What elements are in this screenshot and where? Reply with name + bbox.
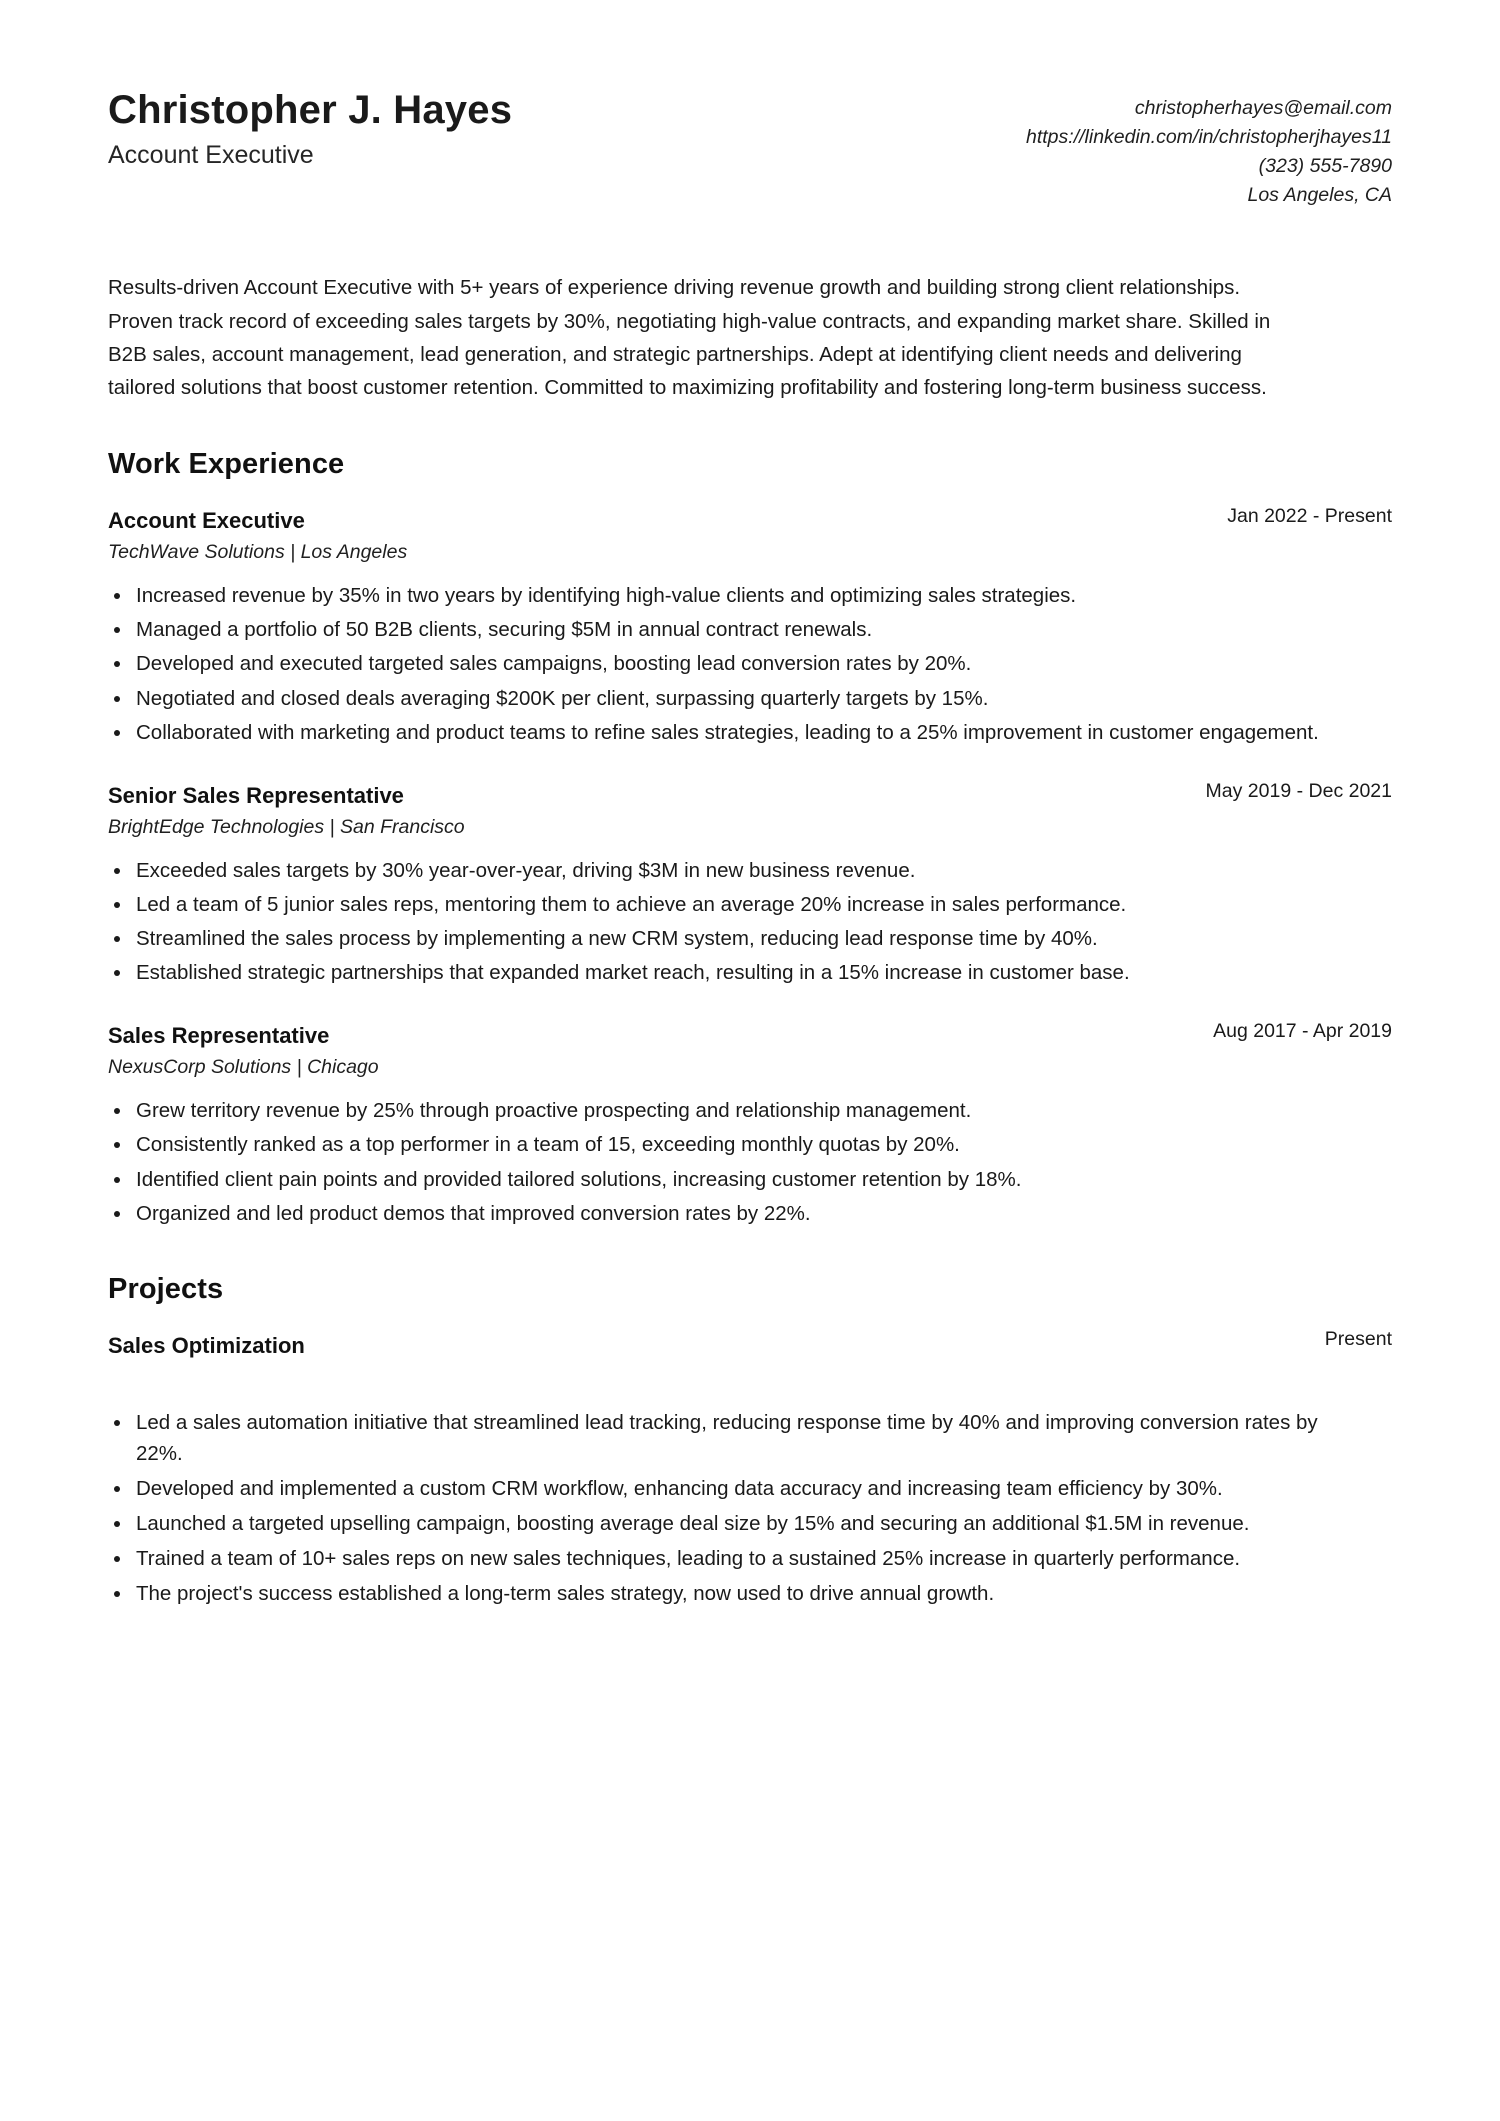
work-entry-head (108, 779, 1392, 811)
work-entry-date: May 2019 - Dec 2021 (1205, 779, 1392, 802)
list-item: Organized and led product demos that improved conversion rates by 22%. (108, 1198, 1326, 1229)
project-entry (108, 1327, 1392, 1610)
project-entry-bullets (108, 1407, 1392, 1610)
list-item: Established strategic partnerships that expanded market reach, resulting in a 15% increase in customer base. (108, 957, 1326, 988)
work-entry-date: Aug 2017 - Apr 2019 (1213, 1020, 1392, 1043)
work-entry-role: Sales Representative (108, 1023, 330, 1049)
work-entry (108, 779, 1392, 989)
contact-phone[interactable]: (323) 555-7890 (1258, 154, 1392, 177)
list-item: Collaborated with marketing and product teams to refine sales strategies, leading to a 25% improvement in customer engagement. (108, 717, 1326, 748)
list-item: Developed and executed targeted sales campaigns, boosting lead conversion rates by 20%. (108, 648, 1326, 679)
section-projects (108, 1273, 1392, 1610)
work-entry-head (108, 507, 1392, 536)
work-entry-head (108, 1022, 1392, 1051)
project-entry-date: Present (1324, 1327, 1392, 1350)
list-item: Led a team of 5 junior sales reps, mentoring them to achieve an average 20% increase in sales performance. (108, 889, 1326, 920)
project-entry-title: Sales Optimization (108, 1332, 305, 1358)
work-entry (108, 507, 1392, 748)
work-entry-bullets (108, 580, 1392, 748)
header-job-title: Account Executive (108, 140, 314, 169)
list-item: Trained a team of 10+ sales reps on new sales techniques, leading to a sustained 25% increase in quarterly performance. (108, 1543, 1326, 1574)
work-entry-role: Account Executive (108, 508, 305, 534)
professional-summary: Results-driven Account Executive with 5+ years of experience driving revenue growth and building strong client relationships. Proven track record of exceeding sales targets by 30%, negotiating high-value contracts, and expanding market share. Skilled in B2B sales, account management, lead generation, and strategic partnerships. Adept at identifying client needs and delivering tailored solutions that boost customer retention. Committed to maximizing profitability and fostering long-term business success. (108, 276, 1271, 400)
list-item: Identified client pain points and provided tailored solutions, increasing customer retention by 18%. (108, 1164, 1326, 1195)
identity-block (108, 88, 512, 171)
list-item: The project's success established a long-term sales strategy, now used to drive annual growth. (108, 1578, 1326, 1609)
work-entry-date: Jan 2022 - Present (1227, 505, 1392, 528)
contact-block (1026, 88, 1392, 209)
list-item: Consistently ranked as a top performer in a team of 15, exceeding monthly quotas by 20%. (108, 1129, 1326, 1160)
contact-location: Los Angeles, CA (1247, 183, 1392, 206)
list-item: Led a sales automation initiative that streamlined lead tracking, reducing response time by 40% and improving conversion rates by 22%. (108, 1407, 1326, 1469)
work-entry-bullets (108, 1095, 1392, 1229)
list-item: Launched a targeted upselling campaign, boosting average deal size by 15% and securing an additional $1.5M in revenue. (108, 1508, 1326, 1539)
project-entry-head (108, 1327, 1392, 1361)
work-entry (108, 1022, 1392, 1229)
list-item: Developed and implemented a custom CRM workflow, enhancing data accuracy and increasing team efficiency by 30%. (108, 1473, 1326, 1504)
list-item: Grew territory revenue by 25% through proactive prospecting and relationship management. (108, 1095, 1326, 1126)
work-entry-bullets (108, 855, 1392, 989)
section-title-projects: Projects (108, 1272, 224, 1305)
section-work-experience (108, 448, 1392, 1229)
resume-header (108, 0, 1392, 209)
list-item: Negotiated and closed deals averaging $200K per client, surpassing quarterly targets by 15%. (108, 683, 1326, 714)
work-entry-company: TechWave Solutions | Los Angeles (108, 540, 408, 563)
work-entry-company: BrightEdge Technologies | San Francisco (108, 815, 465, 838)
list-item: Exceeded sales targets by 30% year-over-year, driving $3M in new business revenue. (108, 855, 1326, 886)
contact-linkedin[interactable]: https://linkedin.com/in/christopherjhayes11 (1026, 125, 1392, 148)
list-item: Increased revenue by 35% in two years by identifying high-value clients and optimizing sales strategies. (108, 580, 1326, 611)
page-title: Christopher J. Hayes (108, 88, 513, 132)
work-entry-role: Senior Sales Representative (108, 782, 404, 808)
section-title-work-experience: Work Experience (108, 448, 345, 481)
list-item: Streamlined the sales process by implementing a new CRM system, reducing lead response time by 40%. (108, 923, 1326, 954)
contact-email[interactable]: christopherhayes@email.com (1134, 97, 1392, 119)
list-item: Managed a portfolio of 50 B2B clients, securing $5M in annual contract renewals. (108, 614, 1326, 645)
work-entry-company: NexusCorp Solutions | Chicago (108, 1056, 379, 1079)
